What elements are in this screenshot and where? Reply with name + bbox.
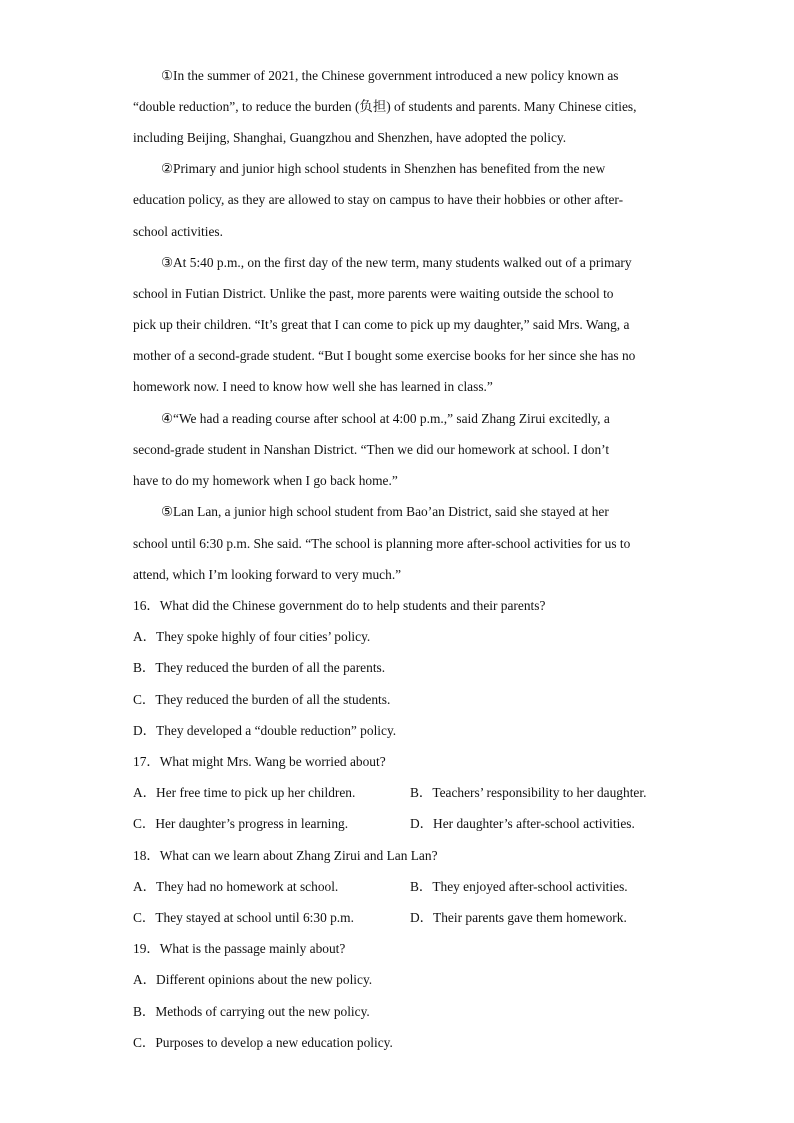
question-18-stem: 18．What can we learn about Zhang Zirui and Lan Lan? [133,848,438,863]
question-18-option-d: D．Their parents gave them homework. [410,910,627,925]
question-19-option-a: A．Different opinions about the new policy. [133,972,373,987]
question-17-option-d: D．Her daughter’s after-school activities. [410,816,635,831]
passage-p2-line3: school activities. [133,224,223,239]
question-16-option-b: B．They reduced the burden of all the parents. [133,660,386,675]
question-17-option-c: C．Her daughter’s progress in learning. [133,816,349,831]
passage-p2-line2: education policy, as they are allowed to stay on campus to have their hobbies or other after- [133,192,624,207]
question-16-option-d: D．They developed a “double reduction” policy. [133,723,397,738]
passage-p3-line2: school in Futian District. Unlike the past, more parents were waiting outside the school to [133,286,614,301]
question-19-option-c: C．Purposes to develop a new education policy. [133,1035,393,1050]
passage-p5-line3: attend, which I’m looking forward to very much.” [133,567,402,582]
passage-p3-line4: mother of a second-grade student. “But I bought some exercise books for her since she has no [133,348,636,363]
question-16-option-c: C．They reduced the burden of all the students. [133,692,391,707]
passage-p4-line2: second-grade student in Nanshan District. “Then we did our homework at school. I don’t [133,442,610,457]
question-18-option-b: B．They enjoyed after-school activities. [410,879,628,894]
question-16-option-a: A．They spoke highly of four cities’ policy. [133,629,371,644]
passage-p1-line1: ①In the summer of 2021, the Chinese government introduced a new policy known as [161,68,619,83]
passage-p4-line3: have to do my homework when I go back home.” [133,473,398,488]
passage-p1-line3: including Beijing, Shanghai, Guangzhou and Shenzhen, have adopted the policy. [133,130,567,145]
question-19-option-b: B．Methods of carrying out the new policy. [133,1004,370,1019]
question-17-option-b: B．Teachers’ responsibility to her daughter. [410,785,647,800]
passage-p2-line1: ②Primary and junior high school students in Shenzhen has benefited from the new [161,161,606,176]
passage-p3-line1: ③At 5:40 p.m., on the first day of the new term, many students walked out of a primary [161,255,632,270]
question-17-stem: 17．What might Mrs. Wang be worried about? [133,754,386,769]
question-18-option-a: A．They had no homework at school. [133,879,339,894]
question-16-stem: 16．What did the Chinese government do to help students and their parents? [133,598,546,613]
question-19-stem: 19．What is the passage mainly about? [133,941,346,956]
passage-p4-line1: ④“We had a reading course after school at 4:00 p.m.,” said Zhang Zirui excitedly, a [161,411,610,426]
question-17-option-a: A．Her free time to pick up her children. [133,785,356,800]
passage-p5-line2: school until 6:30 p.m. She said. “The school is planning more after-school activities for us to [133,536,631,551]
question-18-option-c: C．They stayed at school until 6:30 p.m. [133,910,354,925]
passage-p3-line3: pick up their children. “It’s great that I can come to pick up my daughter,” said Mrs. Wang, a [133,317,630,332]
passage-p5-line1: ⑤Lan Lan, a junior high school student from Bao’an District, said she stayed at her [161,504,609,519]
passage-p1-line2: “double reduction”, to reduce the burden (负担) of students and parents. Many Chinese cities, [133,99,637,114]
passage-p3-line5: homework now. I need to know how well she has learned in class.” [133,379,493,394]
